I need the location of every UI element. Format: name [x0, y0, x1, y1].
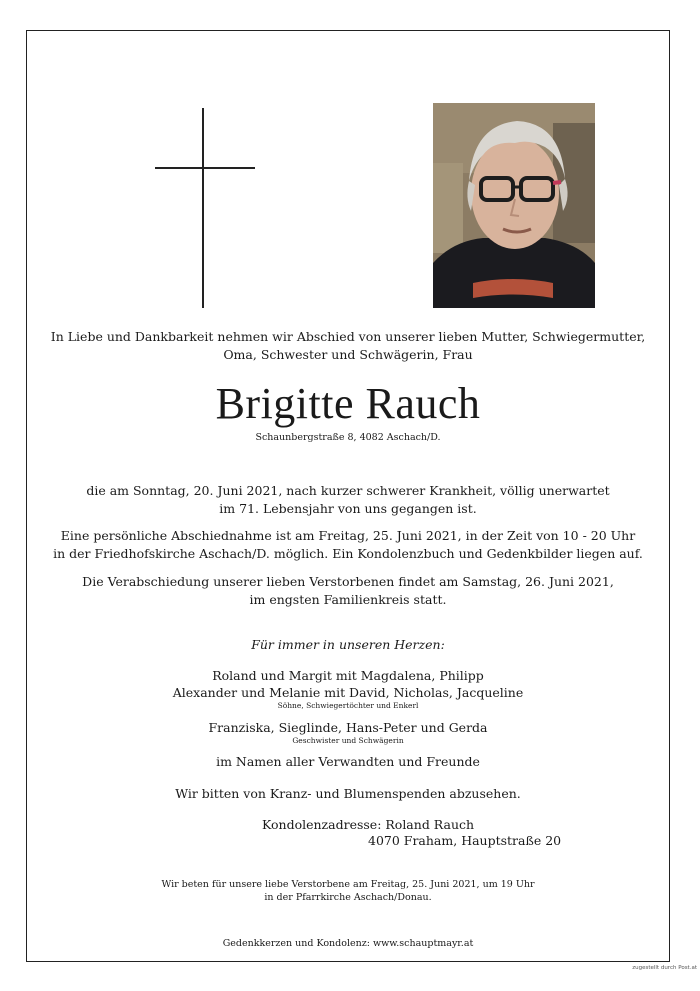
family-line-3: Franziska, Sieglinde, Hans-Peter und Gerda — [208, 720, 488, 735]
cross-icon-horizontal — [155, 167, 255, 169]
family-line-1: Roland und Margit mit Magdalena, Philipp — [212, 668, 484, 683]
portrait-photo — [433, 103, 595, 308]
flower-request: Wir bitten von Kranz- und Blumenspenden abzusehen. — [175, 786, 521, 801]
deceased-address: Schaunbergstraße 8, 4082 Aschach/D. — [255, 432, 441, 443]
death-notice-line-1: die am Sonntag, 20. Juni 2021, nach kurzer schwerer Krankheit, völlig unerwartet — [86, 483, 610, 498]
cross-icon-vertical — [202, 108, 204, 308]
intro-text — [26, 328, 670, 364]
motto: Für immer in unseren Herzen: — [251, 637, 445, 652]
intro-line-1: In Liebe und Dankbarkeit nehmen wir Abschied von unserer lieben Mutter, Schwiegermutter, — [50, 329, 646, 344]
prayer-line-1: Wir beten für unsere liebe Verstorbene am Freitag, 25. Juni 2021, um 19 Uhr — [161, 879, 535, 890]
death-notice — [26, 482, 670, 518]
farewell-info — [26, 527, 670, 563]
ceremony-line-1: Die Verabschiedung unserer lieben Verstorbenen findet am Samstag, 26. Juni 2021, — [82, 574, 614, 589]
condolence-address-label: Kondolenzadresse: Roland Rauch — [262, 817, 475, 832]
family-group-siblings — [26, 719, 670, 746]
family-caption-1: Söhne, Schwiegertöchter und Enkerl — [277, 701, 419, 710]
death-notice-line-2: im 71. Lebensjahr von uns gegangen ist. — [219, 501, 477, 516]
family-caption-2: Geschwister und Schwägerin — [292, 736, 404, 745]
farewell-line-1: Eine persönliche Abschiednahme ist am Freitag, 25. Juni 2021, in der Zeit von 10 - 20 Uhr — [60, 528, 636, 543]
farewell-line-2: in der Friedhofskirche Aschach/D. möglich. Ein Kondolenzbuch und Gedenkbilder liegen auf. — [53, 546, 643, 561]
ceremony-line-2: im engsten Familienkreis statt. — [249, 592, 447, 607]
prayer-info — [26, 878, 670, 904]
delivery-credit: zugestellt durch Post.at — [632, 965, 697, 971]
ceremony-info — [26, 573, 670, 609]
intro-line-2: Oma, Schwester und Schwägerin, Frau — [223, 347, 473, 362]
family-group-children — [26, 667, 670, 711]
footer-website: Gedenkkerzen und Kondolenz: www.schauptmayr.at — [222, 938, 474, 949]
condolence-address-line-2: 4070 Fraham, Hauptstraße 20 — [368, 833, 562, 848]
all-relatives: im Namen aller Verwandten und Freunde — [216, 754, 480, 769]
family-line-2: Alexander und Melanie mit David, Nicholas, Jacqueline — [172, 685, 524, 700]
deceased-name: Brigitte Rauch — [215, 379, 481, 428]
prayer-line-2: in der Pfarrkirche Aschach/Donau. — [264, 892, 432, 903]
